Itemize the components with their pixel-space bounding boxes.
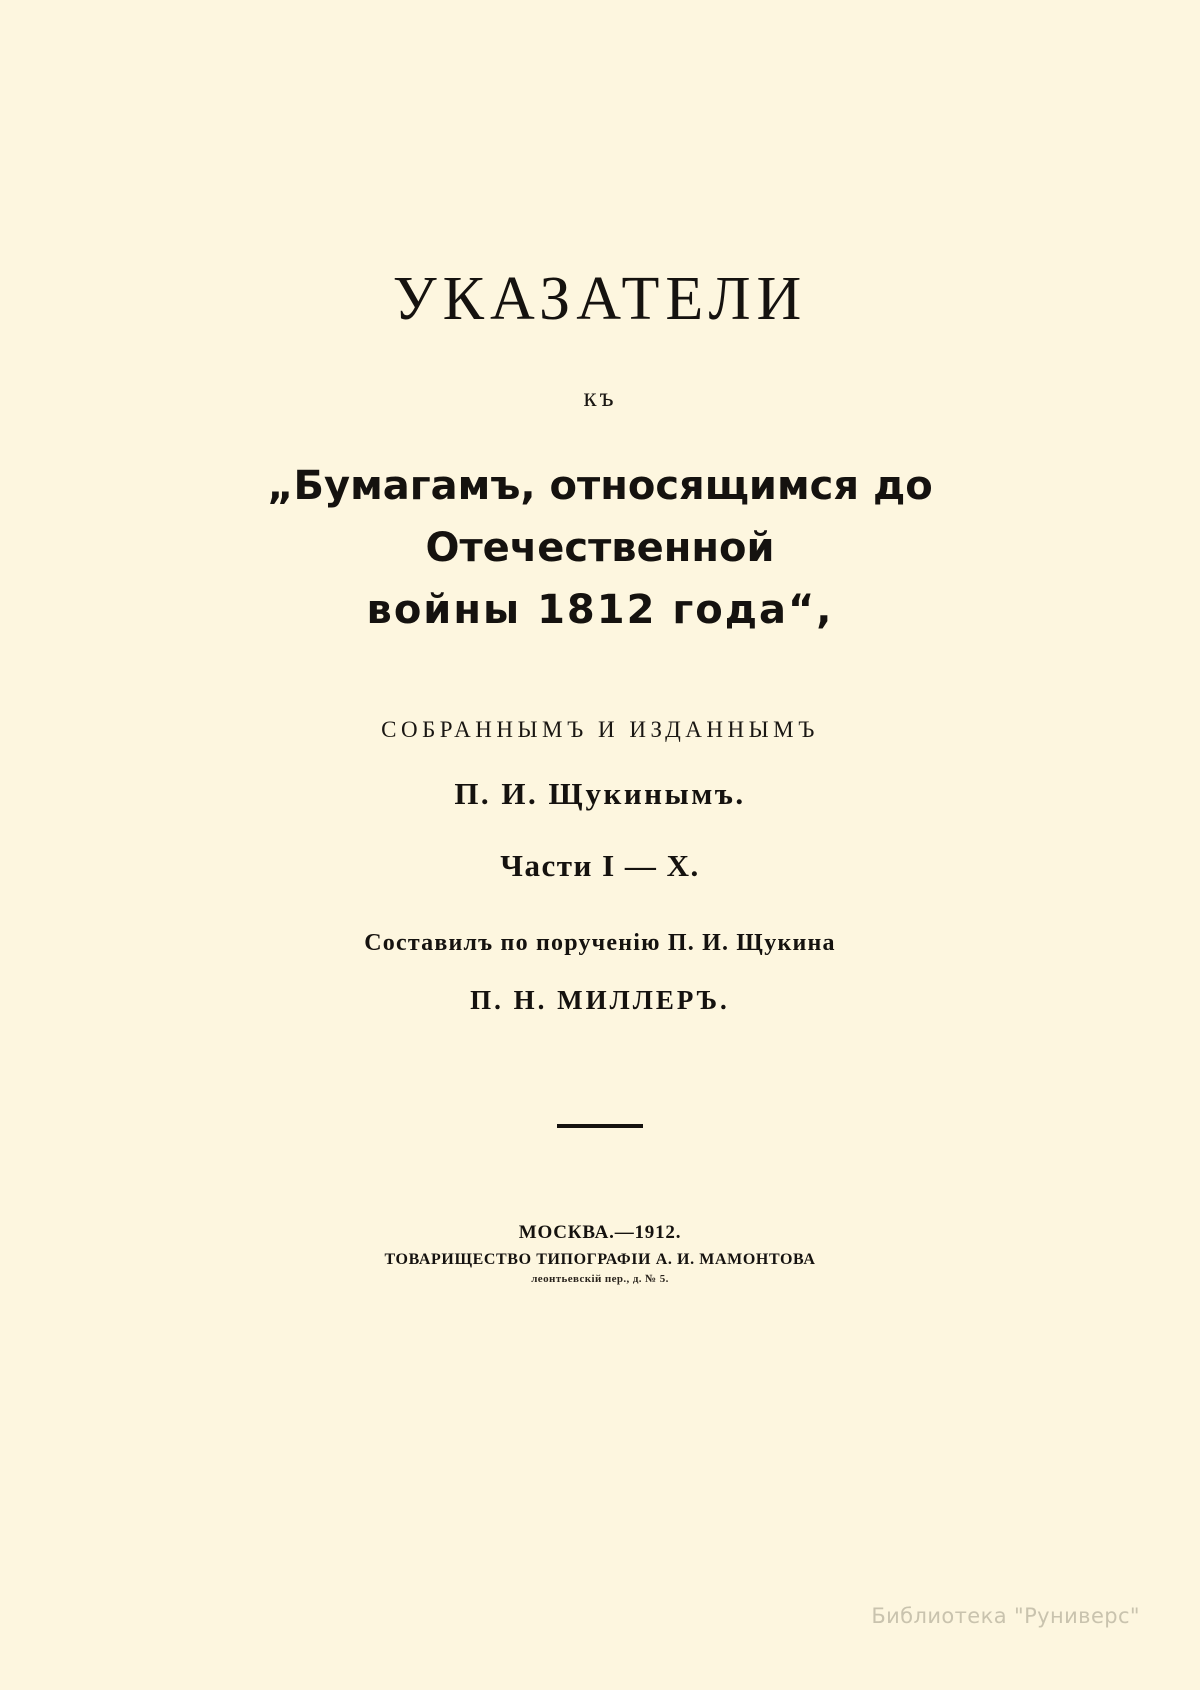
editor-name: П. И. Щукинымъ. — [454, 776, 746, 811]
compiler-commission-line: Составилъ по порученію П. И. Щукина — [364, 930, 836, 956]
library-watermark: Библиотека "Руниверс" — [871, 1604, 1140, 1628]
quoted-work-line-2: войны 1812 года“, — [366, 587, 834, 633]
collected-published-label: СОБРАННЫМЪ И ИЗДАННЫМЪ — [381, 717, 819, 742]
quoted-work-line-1: „Бумагамъ, относящимся до Отечественной — [267, 463, 933, 571]
title-preposition: къ — [583, 382, 617, 412]
compiler-name: П. Н. МИЛЛЕРЪ. — [470, 985, 730, 1015]
page-title: УКАЗАТЕЛИ — [392, 265, 808, 333]
parts-range: Части I — X. — [500, 848, 700, 883]
imprint-city-year: МОСКВА.—1912. — [518, 1222, 682, 1243]
horizontal-divider — [557, 1124, 643, 1128]
quoted-work-title — [0, 455, 1200, 641]
imprint-address: леонтьевскій пер., д. № 5. — [531, 1273, 669, 1285]
imprint-printing-house: ТОВАРИЩЕСТВО ТИПОГРАФІИ А. И. МАМОНТОВА — [384, 1251, 816, 1268]
imprint-block — [0, 1222, 1200, 1285]
